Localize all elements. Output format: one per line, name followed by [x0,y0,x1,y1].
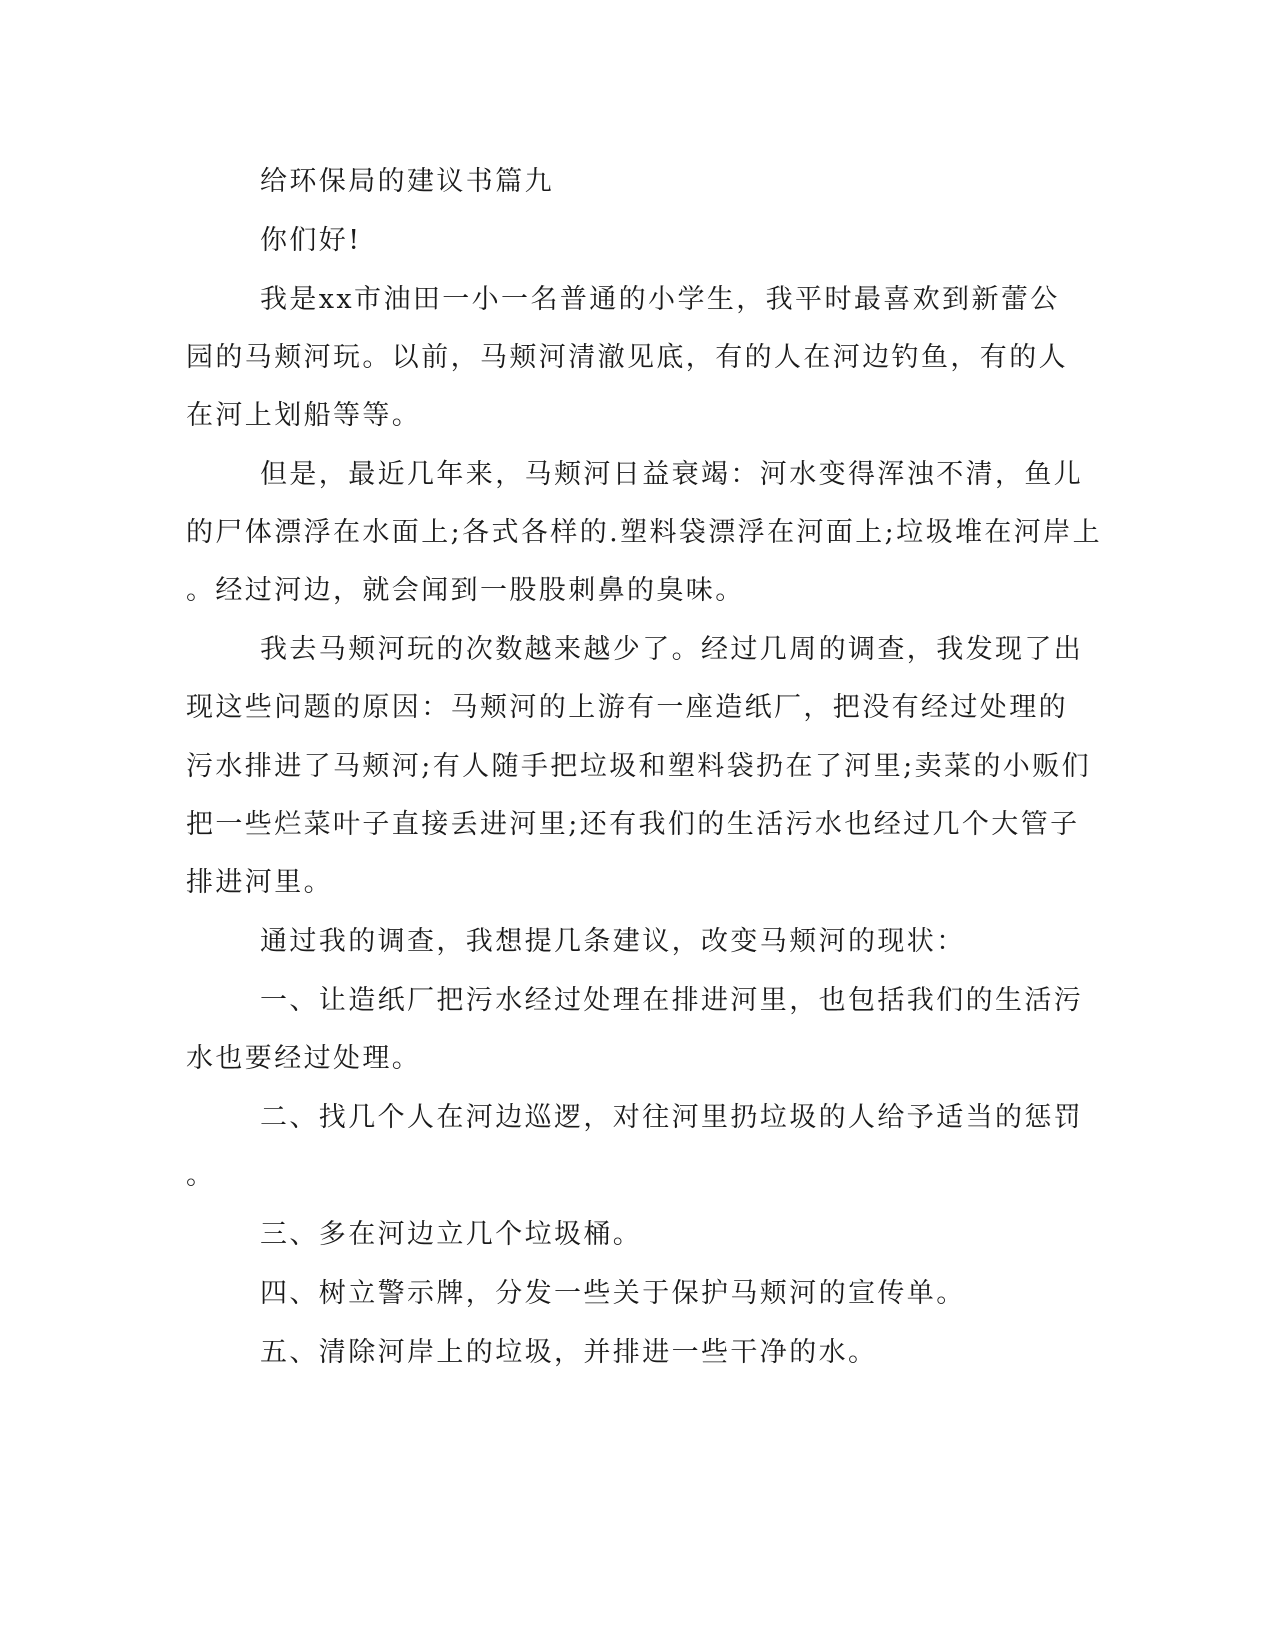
suggestion-2-line-2: 。 [186,1160,216,1191]
suggestion-2-line-1: 二、找几个人在河边巡逻，对往河里扔垃圾的人给予适当的惩罚 [260,1102,1084,1133]
paragraph-1-line-1: 我是xx市油田一小一名普通的小学生，我平时最喜欢到新蕾公 [260,284,1060,315]
suggestion-1-line-1: 一、让造纸厂把污水经过处理在排进河里，也包括我们的生活污 [260,985,1084,1016]
paragraph-3-line-2: 现这些问题的原因：马颊河的上游有一座造纸厂，把没有经过处理的 [186,692,1068,723]
suggestion-4: 四、树立警示牌，分发一些关于保护马颊河的宣传单。 [260,1278,966,1309]
document-title: 给环保局的建议书篇九 [260,166,554,197]
suggestion-5: 五、清除河岸上的垃圾，并排进一些干净的水。 [260,1337,878,1368]
greeting: 你们好! [260,225,362,256]
suggestion-1-line-2: 水也要经过处理。 [186,1043,422,1074]
paragraph-3-line-3: 污水排进了马颊河;有人随手把垃圾和塑料袋扔在了河里;卖菜的小贩们 [186,751,1091,782]
paragraph-3-line-5: 排进河里。 [186,867,333,898]
paragraph-1-line-2: 园的马颊河玩。以前，马颊河清澈见底，有的人在河边钓鱼，有的人 [186,342,1068,373]
paragraph-2-line-3: 。经过河边，就会闻到一股股刺鼻的臭味。 [186,575,745,606]
paragraph-2-line-1: 但是，最近几年来，马颊河日益衰竭：河水变得浑浊不清，鱼儿 [260,459,1084,490]
suggestion-3: 三、多在河边立几个垃圾桶。 [260,1219,643,1250]
paragraph-3-line-4: 把一些烂菜叶子直接丢进河里;还有我们的生活污水也经过几个大管子 [186,809,1080,840]
paragraph-3-line-1: 我去马颊河玩的次数越来越少了。经过几周的调查，我发现了出 [260,634,1084,665]
paragraph-4-line-1: 通过我的调查，我想提几条建议，改变马颊河的现状： [260,926,966,957]
paragraph-2-line-2: 的尸体漂浮在水面上;各式各样的.塑料袋漂浮在河面上;垃圾堆在河岸上 [186,517,1102,548]
paragraph-1-line-3: 在河上划船等等。 [186,400,422,431]
